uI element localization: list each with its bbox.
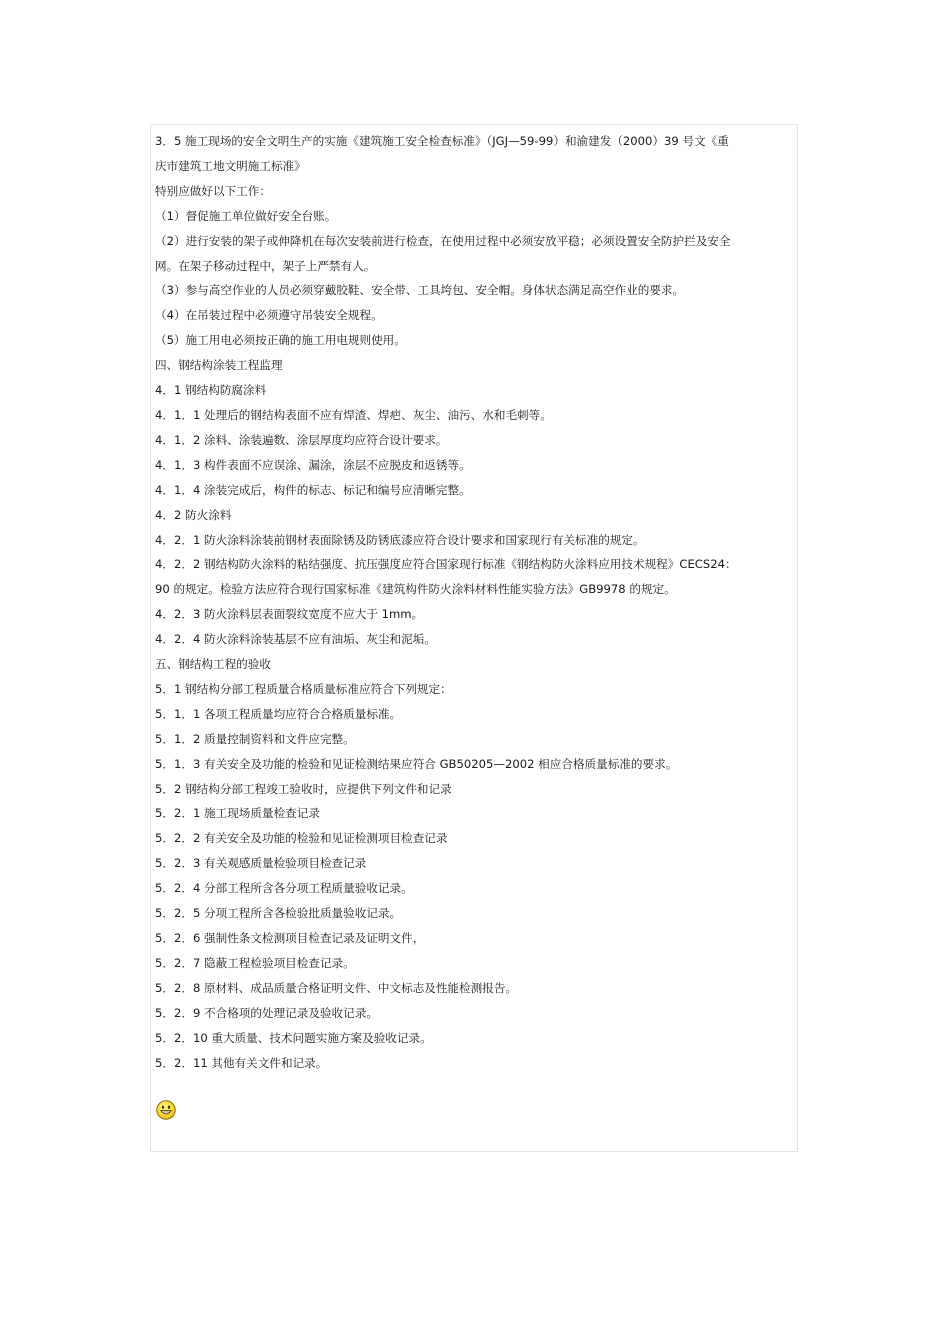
text-line: 5．2．5 分项工程所含各检验批质量验收记录。 <box>155 906 402 921</box>
subsection-heading: 5．1 钢结构分部工程质量合格质量标准应符合下列规定： <box>155 681 452 696</box>
text-line: 4．2．1 防火涂料涂装前钢材表面除锈及防锈底漆应符合设计要求和国家现行有关标准的规定。 <box>155 532 645 547</box>
text-line: 4．1．2 涂料、涂装遍数、涂层厚度均应符合设计要求。 <box>155 432 448 447</box>
text-line: 5．2．1 施工现场质量检查记录 <box>155 806 320 821</box>
text-line: 5．2．8 原材料、成品质量合格证明文件、中文标志及性能检测报告。 <box>155 980 518 995</box>
text-line: 5．2．6 强制性条文检测项目检查记录及证明文件， <box>155 931 425 945</box>
text-line: 4．1．3 构件表面不应误涂、漏涂，涂层不应脱皮和返锈等。 <box>155 457 471 472</box>
text-line: 5．2．10 重大质量、技术问题实施方案及验收记录。 <box>155 1030 432 1045</box>
text-line: （5）施工用电必须按正确的施工用电规则使用。 <box>155 333 406 348</box>
text-line: 4．2．4 防火涂料涂装基层不应有油垢、灰尘和泥垢。 <box>155 632 436 647</box>
text-line: 网。在架子移动过程中，架子上严禁有人。 <box>155 258 376 273</box>
text-line: 4．1．4 涂装完成后，构件的标志、标记和编号应清晰完整。 <box>155 482 471 497</box>
text-line: 3．5 施工现场的安全文明生产的实施《建筑施工安全检查标准》（JGJ—59-99）和渝建发（2000）39 号文《重 <box>155 134 729 148</box>
subsection-heading: 4．1 钢结构防腐涂料 <box>155 383 267 398</box>
section-heading: 五、钢结构工程的验收 <box>155 657 271 672</box>
text-line: 5．1．2 质量控制资料和文件应完整。 <box>155 731 355 746</box>
text-line: 90 的规定。检验方法应符合现行国家标准《建筑构件防火涂料材料性能实验方法》GB9978 的规定。 <box>155 582 676 597</box>
document-content-box <box>150 124 798 1152</box>
text-line: 特别应做好以下工作： <box>155 183 271 198</box>
text-line: 5．2．2 有关安全及功能的检验和见证检测项目检查记录 <box>155 831 448 846</box>
section-heading: 四、钢结构涂装工程监理 <box>155 358 283 373</box>
text-line: （1）督促施工单位做好安全台账。 <box>155 208 337 223</box>
text-line: 5．2．3 有关观感质量检验项目检查记录 <box>155 856 367 871</box>
text-line: 4．1．1 处理后的钢结构表面不应有焊渣、焊疤、灰尘、油污、水和毛刺等。 <box>155 407 552 422</box>
text-line: 5．2．4 分部工程所含各分项工程质量验收记录。 <box>155 881 413 896</box>
text-line: 5．1．3 有关安全及功能的检验和见证检测结果应符合 GB50205—2002 相应合格质量标准的要求。 <box>155 756 678 771</box>
text-line: （3）参与高空作业的人员必须穿戴胶鞋、安全带、工具垮包、安全帽。身体状态满足高空作业的要求。 <box>155 283 685 298</box>
text-line: 4．2．2 钢结构防火涂料的粘结强度、抗压强度应符合国家现行标准《钢结构防火涂料应用技术规程》CECS24： <box>155 557 737 572</box>
subsection-heading: 4．2 防火涂料 <box>155 507 232 522</box>
text-line: 庆市建筑工地文明施工标准》 <box>155 158 306 173</box>
text-line: （2）进行安装的架子或伸降机在每次安装前进行检查，在使用过程中必须安放平稳；必须设置安全防护拦及安全 <box>155 233 731 248</box>
text-line: 5．2．9 不合格项的处理记录及验收记录。 <box>155 1005 378 1020</box>
text-line: 4．2．3 防火涂料层表面裂纹宽度不应大于 1mm。 <box>155 607 424 622</box>
text-line: 5．2．11 其他有关文件和记录。 <box>155 1055 328 1070</box>
subsection-heading: 5．2 钢结构分部工程竣工验收时，应提供下列文件和记录 <box>155 781 452 796</box>
grinning-face-icon <box>156 1100 176 1120</box>
text-line: （4）在吊装过程中必须遵守吊装安全规程。 <box>155 308 383 323</box>
text-line: 5．2．7 隐蔽工程检验项目检查记录。 <box>155 955 355 970</box>
text-line: 5．1．1 各项工程质量均应符合合格质量标准。 <box>155 706 402 721</box>
